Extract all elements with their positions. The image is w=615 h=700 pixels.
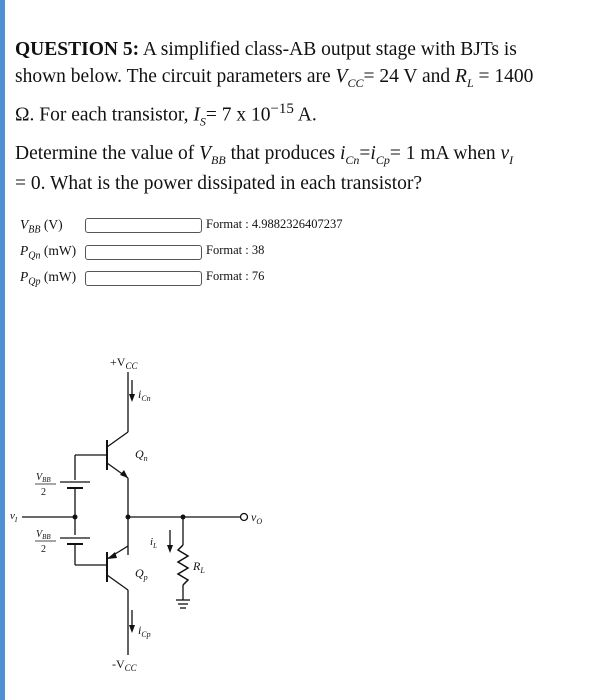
svg-text:-VCC — [112, 657, 138, 673]
svg-text:VBB — [36, 529, 51, 541]
vcc-symbol: V — [335, 66, 348, 87]
sub: Qp — [28, 276, 41, 288]
text: Ω. For each transistor, — [15, 104, 189, 126]
symbol: V — [20, 217, 29, 232]
sub: n — [143, 454, 148, 463]
vo-label: v — [251, 510, 257, 524]
rl-value: = 1400 — [478, 66, 534, 87]
vcc-plus-label: +V — [110, 355, 126, 369]
sub: Cp — [141, 630, 151, 639]
text: = 0. What is the power dissipated in each transistor? — [15, 173, 423, 194]
question-text: A simplified class-AB output stage with BJTs is — [142, 39, 517, 60]
sub: BB — [42, 533, 51, 541]
svg-text:iL — [150, 536, 157, 550]
svg-text:VBB — [36, 472, 51, 484]
svg-text:vO — [251, 510, 262, 526]
symbol: P — [20, 243, 29, 258]
vi-symbol: v — [500, 143, 510, 164]
svg-text:Qp — [135, 566, 148, 582]
icn-label: i — [138, 387, 142, 401]
sub: Qn — [28, 250, 41, 262]
equals: = — [359, 143, 371, 164]
vbb-symbol: V — [199, 143, 212, 164]
vbb-sub: BB — [211, 152, 226, 167]
format-hint-pqn: Format : 38 — [206, 243, 265, 257]
sub: CC — [124, 663, 137, 673]
svg-text:RL — [192, 559, 205, 575]
sub: p — [143, 573, 148, 582]
vbb-half-top-label: V — [36, 472, 43, 483]
icn-sub: Cn — [345, 152, 360, 167]
sub: I — [14, 516, 18, 524]
vcc-value: = 24 V and — [363, 66, 451, 87]
qp-label: Q — [135, 566, 144, 580]
is-unit: A. — [297, 104, 317, 126]
is-symbol: I — [193, 104, 200, 126]
vbb-half-bottom-label: V — [36, 529, 43, 540]
vcc-minus-label: -V — [112, 657, 125, 671]
qn-label: Q — [135, 447, 144, 461]
qn-collector — [107, 432, 128, 447]
rl-sub: L — [466, 75, 474, 90]
qp-collector — [107, 575, 128, 590]
svg-text:iCn — [138, 387, 151, 403]
il-label: i — [150, 536, 154, 548]
unit: (mW) — [43, 243, 77, 258]
sub: Cn — [141, 394, 151, 403]
icp-sub: Cp — [375, 152, 390, 167]
svg-text:Qn — [135, 447, 148, 463]
sub: BB — [28, 224, 41, 236]
format-hint-vbb: Format : 4.9882326407237 — [206, 217, 343, 231]
symbol: P — [20, 269, 29, 284]
sub: O — [256, 517, 263, 526]
qn-emitter-arrow — [120, 470, 128, 478]
vcc-sub: CC — [347, 75, 364, 90]
icp-label: i — [138, 623, 142, 637]
svg-text:iCp — [138, 623, 151, 639]
question-label: QUESTION 5: — [15, 39, 140, 60]
vi-label: v — [10, 510, 15, 522]
rl-label: R — [193, 559, 201, 573]
format-hint-pqp: Format : 76 — [206, 269, 265, 283]
sub: L — [200, 566, 205, 575]
sub: CC — [125, 361, 138, 371]
text: shown below. The circuit parameters are — [15, 66, 331, 87]
sub: BB — [42, 476, 51, 484]
icp-symbol: i — [370, 143, 376, 164]
vi-sub: I — [509, 152, 514, 167]
unit: (V) — [43, 217, 63, 232]
is-value: = 7 x 10 — [205, 104, 271, 126]
sub: L — [153, 542, 157, 550]
is-exponent: −15 — [270, 101, 294, 117]
load-resistor — [178, 545, 188, 585]
vbb-half-top-denominator: 2 — [41, 487, 46, 498]
svg-text:+VCC — [110, 355, 138, 371]
vbb-half-bottom-denominator: 2 — [41, 544, 46, 555]
text: Determine the value of — [15, 143, 195, 164]
rl-symbol: R — [455, 66, 467, 87]
text: that produces — [230, 143, 336, 164]
text: = 1 mA when — [389, 143, 496, 164]
icn-symbol: i — [339, 143, 346, 164]
is-sub: S — [199, 114, 206, 129]
svg-text:vI — [10, 510, 18, 524]
unit: (mW) — [43, 269, 77, 284]
